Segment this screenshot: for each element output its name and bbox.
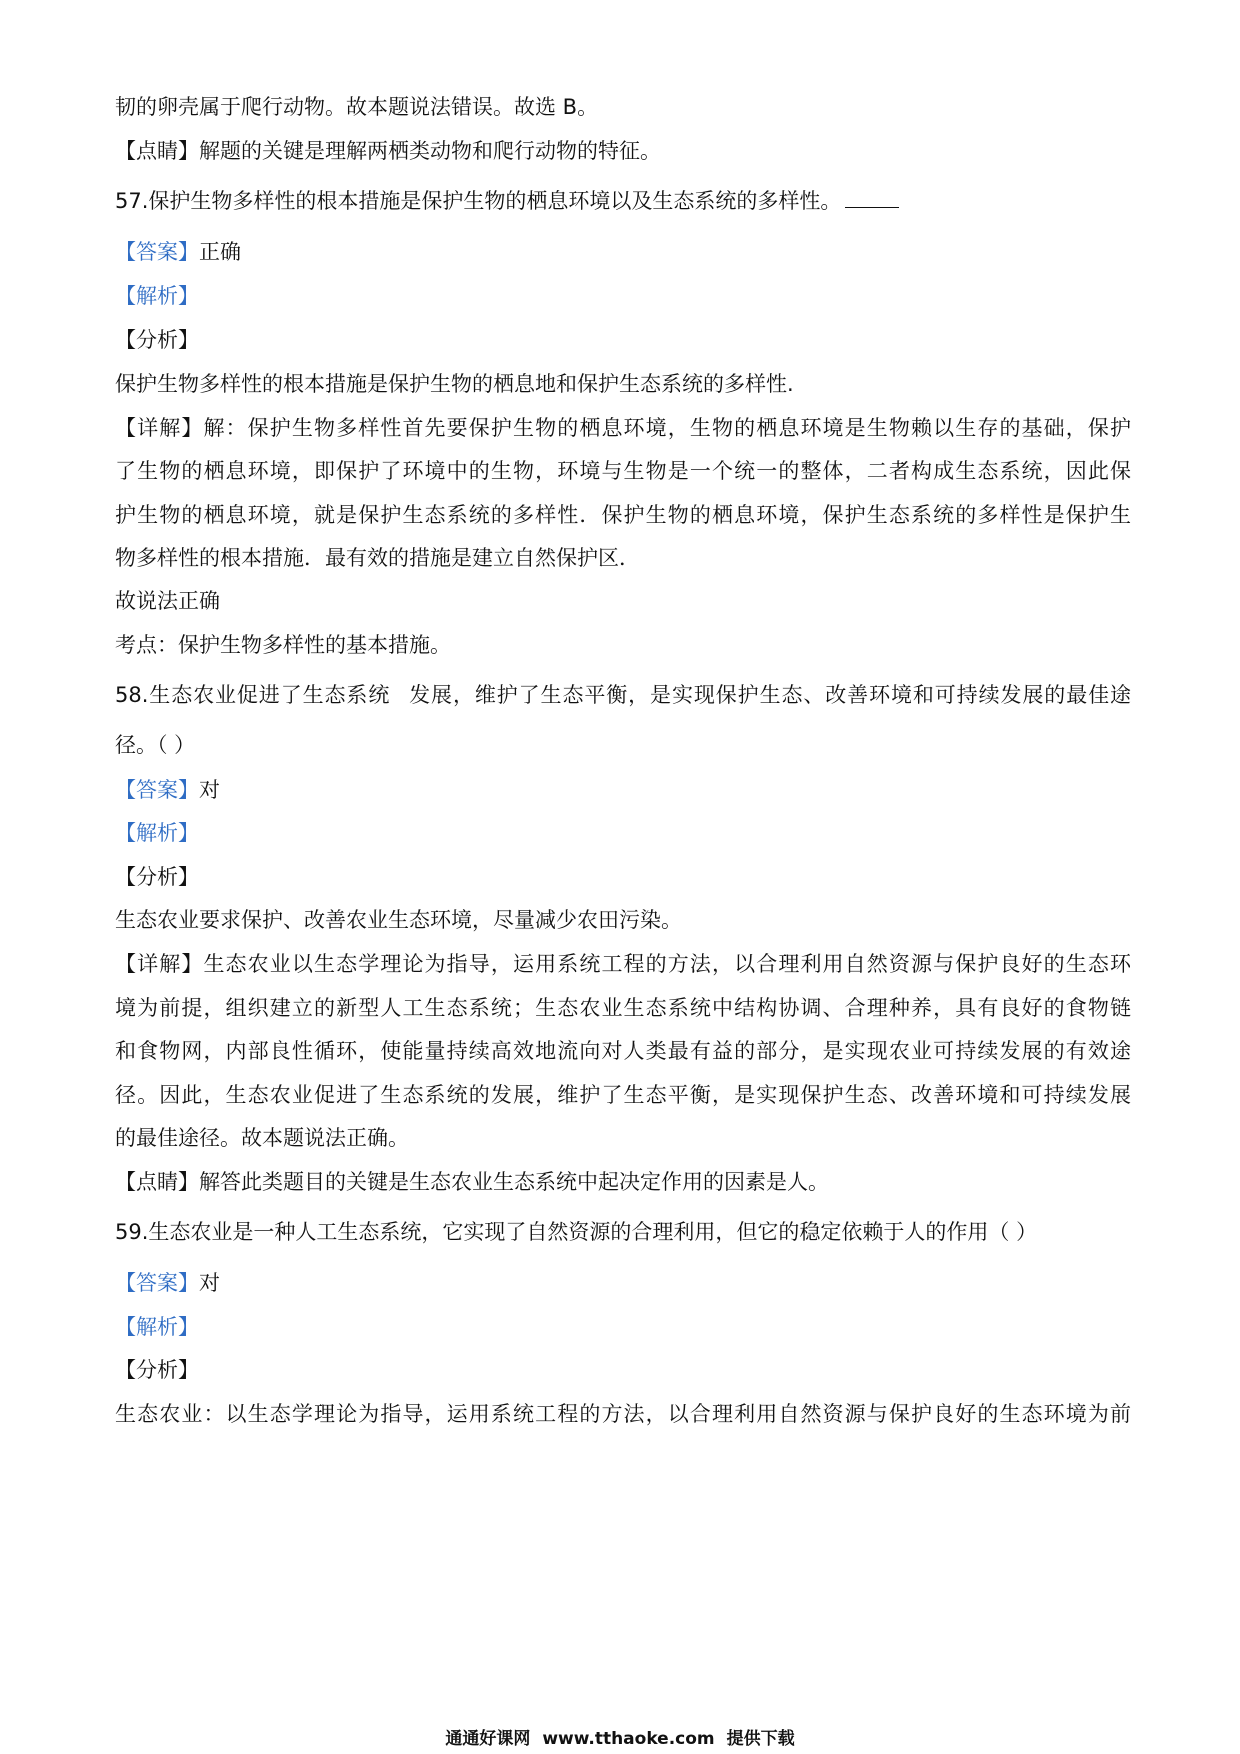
text-line: 生态农业要求保护、改善农业生态环境，尽量减少农田污染。 xyxy=(115,908,682,932)
text-line: 保护生物多样性的根本措施是保护生物的栖息地和保护生态系统的多样性. xyxy=(115,372,794,396)
answer-value: 正确 xyxy=(199,240,241,264)
question-text: 58.生态农业促进了生态系统 xyxy=(115,683,391,707)
question-57 xyxy=(115,186,899,216)
footer-site-name: 通通好课网 xyxy=(445,1729,531,1749)
answer-57 xyxy=(115,237,241,267)
text-line: 径。（ ） xyxy=(115,733,196,757)
question-59: 59.生态农业是一种人工生态系统，它实现了自然资源的合理利用，但它的稳定依赖于人的作用（ ） xyxy=(115,1220,1038,1244)
text-line: 【详解】解：保护生物多样性首先要保护生物的栖息环境，生物的栖息环境是生物赖以生存的基础，保护 xyxy=(115,416,1131,440)
answer-tag: 【答案】 xyxy=(115,240,199,264)
text-line: 【详解】生态农业以生态学理论为指导，运用系统工程的方法，以合理利用自然资源与保护良好的生态环 xyxy=(115,952,1131,976)
text-line: 【点睛】解答此类题目的关键是生态农业生态系统中起决定作用的因素是人。 xyxy=(115,1170,829,1194)
text-line: 物多样性的根本措施．最有效的措施是建立自然保护区． xyxy=(115,546,640,570)
fenxi-tag: 【分析】 xyxy=(115,328,199,352)
text-line: 故说法正确 xyxy=(115,589,220,613)
answer-59 xyxy=(115,1268,220,1298)
footer-suffix: 提供下载 xyxy=(726,1729,795,1749)
footer-url[interactable]: www.tthaoke.com xyxy=(542,1729,715,1749)
text-line: 了生物的栖息环境，即保护了环境中的生物，环境与生物是一个统一的整体，二者构成生态系统，因此保 xyxy=(115,459,1131,483)
text-line: 韧的卵壳属于爬行动物。故本题说法错误。故选 B。 xyxy=(115,95,599,119)
text-line: 【点睛】解题的关键是理解两栖类动物和爬行动物的特征。 xyxy=(115,139,661,163)
text-line: 生态农业：以生态学理论为指导，运用系统工程的方法，以合理利用自然资源与保护良好的生态环境为前 xyxy=(115,1402,1131,1426)
question-text: 发展，维护了生态平衡，是实现保护生态、改善环境和可持续发展的最佳途 xyxy=(408,683,1132,707)
question-text: 57.保护生物多样性的根本措施是保护生物的栖息环境以及生态系统的多样性。 xyxy=(115,189,842,213)
fenxi-tag: 【分析】 xyxy=(115,1358,199,1382)
answer-58 xyxy=(115,775,220,805)
fenxi-tag: 【分析】 xyxy=(115,865,199,889)
question-58 xyxy=(115,680,1131,710)
text-line: 和食物网，内部良性循环，使能量持续高效地流向对人类最有益的部分，是实现农业可持续发展的有效途 xyxy=(115,1039,1131,1063)
answer-tag: 【答案】 xyxy=(115,1271,199,1295)
footer xyxy=(0,1727,1240,1751)
text-line: 的最佳途径。故本题说法正确。 xyxy=(115,1126,409,1150)
answer-value: 对 xyxy=(199,778,220,802)
answer-tag: 【答案】 xyxy=(115,778,199,802)
analysis-tag: 【解析】 xyxy=(115,821,199,845)
analysis-tag: 【解析】 xyxy=(115,284,199,308)
text-line: 径。因此，生态农业促进了生态系统的发展，维护了生态平衡，是实现保护生态、改善环境和可持续发展 xyxy=(115,1083,1131,1107)
text-line: 护生物的栖息环境，就是保护生态系统的多样性．保护生物的栖息环境，保护生态系统的多样性是保护生 xyxy=(115,503,1131,527)
text-line: 考点：保护生物多样性的基本措施。 xyxy=(115,633,451,657)
text-line: 境为前提，组织建立的新型人工生态系统；生态农业生态系统中结构协调、合理种养，具有良好的食物链 xyxy=(115,996,1131,1020)
answer-blank xyxy=(845,189,899,208)
analysis-tag: 【解析】 xyxy=(115,1315,199,1339)
answer-value: 对 xyxy=(199,1271,220,1295)
